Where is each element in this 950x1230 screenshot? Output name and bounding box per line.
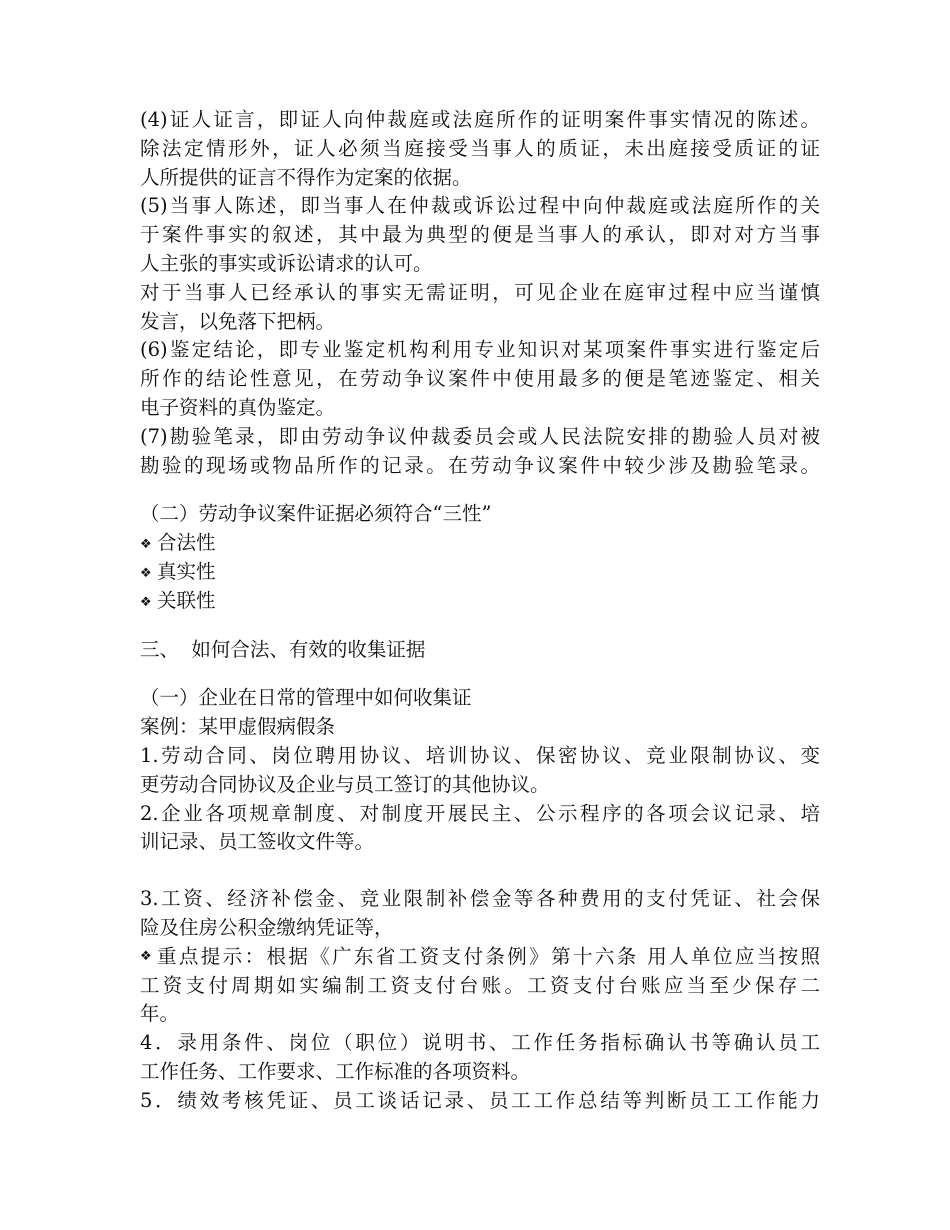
section-heading: （一）企业在日常的管理中如何收集证 (140, 686, 472, 710)
list-item-label: 真实性 (157, 559, 216, 583)
list-item-label: 关联性 (157, 588, 216, 612)
paragraph-gap (140, 664, 820, 684)
paragraph-gap (140, 480, 820, 500)
text-line: 3.工资、经济补偿金、竞业限制补偿金等各种费用的支付凭证、社会保 (140, 887, 820, 911)
text-line: 对于当事人已经承认的事实无需证明，可见企业在庭审过程中应当谨慎 (140, 280, 820, 304)
section-heading: （二）劳动争议案件证据必须符合“三性” (140, 502, 492, 526)
text-line: 1.劳动合同、岗位聘用协议、培训协议、保密协议、竞业限制协议、变 (140, 743, 820, 767)
document-page (140, 106, 820, 1116)
diamond-bullet-icon: ❖ (140, 565, 152, 581)
text-line: (6)鉴定结论，即专业鉴定机构利用专业知识对某项案件事实进行鉴定后 (140, 338, 820, 362)
text-line: 除法定情形外，证人必须当庭接受当事人的质证，未出庭接受质证的证 (140, 136, 820, 160)
list-item (140, 587, 820, 616)
text-line: 人所提供的证言不得作为定案的依据。 (140, 165, 472, 189)
text-line: 人主张的事实或诉讼请求的认可。 (140, 251, 433, 275)
paragraph-gap (140, 616, 820, 636)
text-line: 训记录、员工签收文件等。 (140, 830, 375, 854)
text-line: 险及住房公积金缴纳凭证等， (140, 915, 394, 939)
text-line: 电子资料的真伪鉴定。 (140, 395, 336, 419)
diamond-bullet-icon: ❖ (140, 537, 152, 553)
list-item (140, 558, 820, 587)
text-line: 年。 (140, 1002, 180, 1026)
chapter-heading: 三、 如何合法、有效的收集证据 (140, 637, 426, 661)
paragraph-gap (140, 857, 820, 885)
list-item (140, 529, 820, 558)
list-item-label: 重点提示：根据《广东省工资支付条例》第十六条 用人单位应当按照 (157, 944, 820, 968)
text-line: 4．录用条件、岗位（职位）说明书、工作任务指标确认书等确认员工 (140, 1031, 820, 1055)
text-line: 2.企业各项规章制度、对制度开展民主、公示程序的各项会议记录、培 (140, 801, 820, 825)
text-line: 于案件事实的叙述，其中最为典型的便是当事人的承认，即对对方当事 (140, 223, 820, 247)
text-line: 发言，以免落下把柄。 (140, 309, 336, 333)
list-item-label: 合法性 (157, 531, 216, 555)
text-line: 工资支付周期如实编制工资支付台账。工资支付台账应当至少保存二 (140, 973, 820, 997)
text-line: 案例：某甲虚假病假条 (140, 715, 336, 739)
diamond-bullet-icon: ❖ (140, 594, 152, 610)
text-line: 5．绩效考核凭证、员工谈话记录、员工工作总结等判断员工工作能力 (140, 1088, 820, 1112)
text-line: (4)证人证言，即证人向仲裁庭或法庭所作的证明案件事实情况的陈述。 (140, 108, 820, 131)
text-line: (5)当事人陈述，即当事人在仲裁或诉讼过程中向仲裁庭或法庭所作的关 (140, 194, 820, 218)
text-line: 勘验的现场或物品所作的记录。在劳动争议案件中较少涉及勘验笔录。 (140, 453, 820, 477)
list-item (140, 943, 820, 972)
text-line: 更劳动合同协议及企业与员工签订的其他协议。 (140, 772, 550, 796)
diamond-bullet-icon: ❖ (140, 948, 152, 964)
text-line: 所作的结论性意见，在劳动争议案件中使用最多的便是笔迹鉴定、相关 (140, 367, 820, 391)
text-line: 工作任务、工作要求、工作标准的各项资料。 (140, 1059, 531, 1083)
text-line: (7)勘验笔录，即由劳动争议仲裁委员会或人民法院安排的勘验人员对被 (140, 424, 820, 448)
